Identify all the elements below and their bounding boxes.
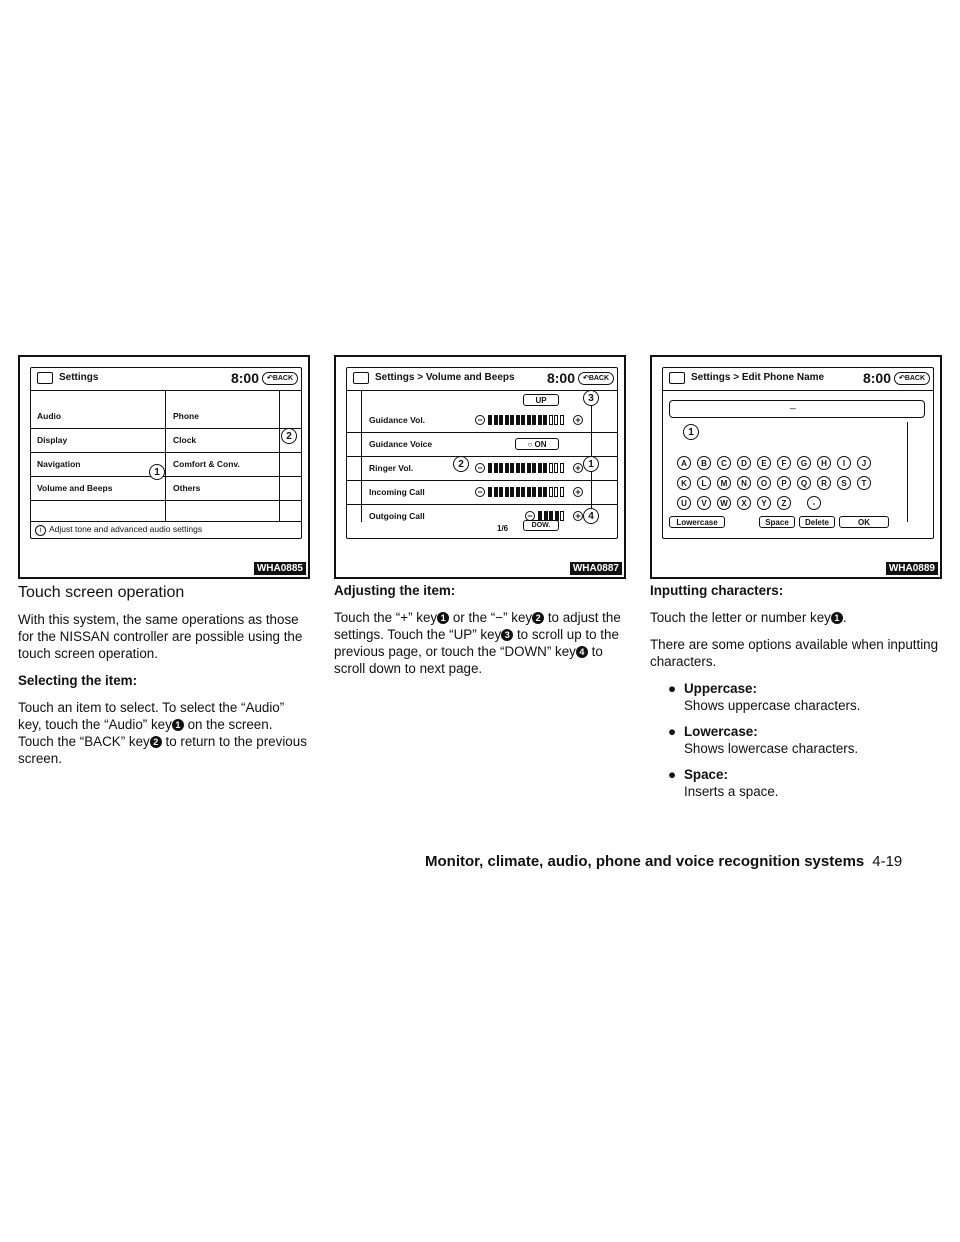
clock: 8:00 (862, 370, 891, 386)
column-divider (165, 390, 166, 522)
figure-code: WHA0885 (254, 562, 306, 575)
key[interactable]: D (737, 456, 751, 470)
menu-icon (353, 372, 369, 384)
settings-screen (30, 367, 302, 539)
key[interactable]: I (837, 456, 851, 470)
item-outgoing-call: Outgoing Call (369, 511, 425, 521)
item-guidance-vol: Guidance Vol. (369, 415, 426, 425)
key[interactable]: C (717, 456, 731, 470)
figure-code: WHA0889 (886, 562, 938, 575)
key[interactable]: Q (797, 476, 811, 490)
intro-paragraph: With this system, the same operations as those for the NISSAN controller are possible using the touch screen operation. (18, 612, 303, 661)
menu-row (31, 476, 301, 501)
menu-item-navigation[interactable]: Navigation (37, 459, 81, 469)
key[interactable]: X (737, 496, 751, 510)
screen-title: Settings (59, 372, 99, 383)
figure-code: WHA0887 (570, 562, 622, 575)
key[interactable]: V (697, 496, 711, 510)
bullet-icon: ● (668, 767, 677, 782)
key[interactable]: B (697, 456, 711, 470)
back-button[interactable]: ↶BACK (578, 372, 614, 385)
page-indicator: 1/6 (497, 524, 509, 533)
minus-icon[interactable]: − (475, 487, 485, 497)
options-list (650, 680, 942, 800)
keyboard-screen (662, 367, 934, 539)
level-bar (488, 463, 565, 473)
key[interactable]: F (777, 456, 791, 470)
heading-inputting: Inputting characters: (650, 583, 784, 598)
setting-row (347, 480, 617, 505)
volume-screen (346, 367, 618, 539)
minus-icon[interactable]: − (475, 463, 485, 473)
menu-item-others[interactable]: Others (173, 483, 201, 493)
callout-1: 1 (583, 456, 599, 472)
menu-item-comfort[interactable]: Comfort & Conv. (173, 459, 240, 469)
down-button[interactable]: DOW. (523, 520, 559, 531)
menu-item-volume-beeps[interactable]: Volume and Beeps (37, 483, 113, 493)
bullet-icon: ● (668, 724, 677, 739)
figure-settings (18, 355, 310, 579)
plus-icon[interactable]: + (573, 415, 583, 425)
level-bar (488, 415, 565, 425)
key[interactable]: H (817, 456, 831, 470)
clock: 8:00 (230, 370, 259, 386)
up-button[interactable]: UP (523, 394, 559, 406)
menu-row (31, 452, 301, 477)
info-icon: i (35, 525, 46, 536)
page-footer (425, 853, 902, 870)
title-bar (347, 368, 617, 391)
key[interactable]: W (717, 496, 731, 510)
setting-row (347, 408, 617, 433)
key[interactable]: R (817, 476, 831, 490)
back-button[interactable]: ↶BACK (262, 372, 298, 385)
callout-2: 2 (453, 456, 469, 472)
heading-selecting: Selecting the item: (18, 673, 138, 688)
menu-item-audio[interactable]: Audio (37, 411, 62, 421)
ref-2-icon: 2 (150, 736, 162, 748)
clock: 8:00 (546, 370, 575, 386)
key[interactable]: Y (757, 496, 771, 510)
key[interactable]: Z (777, 496, 791, 510)
key[interactable]: P (777, 476, 791, 490)
menu-item-display[interactable]: Display (37, 435, 68, 445)
minus-icon[interactable]: − (525, 511, 535, 521)
ref-1-icon: 1 (437, 612, 449, 624)
callout-1: 1 (683, 424, 699, 440)
key[interactable]: E (757, 456, 771, 470)
menu-icon (37, 372, 53, 384)
key[interactable]: A (677, 456, 691, 470)
page-number: 4-19 (872, 853, 903, 870)
heading-adjusting: Adjusting the item: (334, 583, 456, 598)
key[interactable]: U (677, 496, 691, 510)
list-item: ● Lowercase: Shows lowercase characters. (668, 724, 859, 756)
menu-item-phone[interactable]: Phone (173, 411, 199, 421)
footer-title: Monitor, climate, audio, phone and voice recognition systems (425, 853, 865, 870)
ref-3-icon: 3 (501, 629, 513, 641)
screen-title: Settings > Edit Phone Name (691, 372, 825, 383)
list-item: ● Uppercase: Shows uppercase characters. (668, 681, 861, 713)
heading-touch-screen: Touch screen operation (18, 584, 185, 601)
scrollbar-track (279, 390, 280, 522)
level-bar (488, 487, 565, 497)
scrollbar-track (907, 422, 908, 522)
name-input[interactable] (669, 400, 925, 418)
menu-icon (669, 372, 685, 384)
setting-row (347, 432, 617, 457)
scrollbar-left (361, 390, 362, 522)
column-right (650, 580, 942, 809)
plus-icon[interactable]: + (573, 487, 583, 497)
inputting-paragraph: Touch the letter or number key 1 . (650, 610, 847, 625)
ref-1-icon: 1 (831, 612, 843, 624)
plus-icon[interactable]: + (573, 511, 583, 521)
ref-4-icon: 4 (576, 646, 588, 658)
on-toggle[interactable]: ○ ON (515, 438, 559, 450)
selecting-paragraph: Touch an item to select. To select the “Audio” key, touch the “Audio” key 1 on the screen. Touch the “BACK” key 2 to return to the previous screen. (18, 700, 307, 766)
key[interactable]: K (677, 476, 691, 490)
column-middle (334, 580, 626, 687)
bullet-icon: ● (668, 681, 677, 696)
plus-icon[interactable]: + (573, 463, 583, 473)
delete-button[interactable]: Delete (799, 516, 835, 528)
adjusting-paragraph: Touch the “+” key 1 or the “−” key 2 to adjust the settings. Touch the “UP” key 3 to scroll up to the previous page, or touch the “DOWN” key 4 to scroll down to next page. (334, 610, 621, 676)
ref-1-icon: 1 (172, 719, 184, 731)
setting-row (347, 504, 617, 528)
figure-edit-phone-name (650, 355, 942, 579)
lowercase-button[interactable]: Lowercase (669, 516, 725, 528)
item-ringer-vol: Ringer Vol. (369, 463, 414, 473)
key[interactable]: J (857, 456, 871, 470)
figure-volume-beeps (334, 355, 626, 579)
ok-button[interactable]: OK (839, 516, 889, 528)
help-footer: i Adjust tone and advanced audio settings (31, 521, 301, 538)
space-button[interactable]: Space (759, 516, 795, 528)
key[interactable]: M (717, 476, 731, 490)
column-left (18, 580, 310, 777)
text-cursor: _ (790, 399, 796, 410)
key[interactable]: T (857, 476, 871, 490)
callout-4: 4 (583, 508, 599, 524)
key[interactable]: O (757, 476, 771, 490)
minus-icon[interactable]: − (475, 415, 485, 425)
back-button[interactable]: ↶BACK (894, 372, 930, 385)
key[interactable]: N (737, 476, 751, 490)
key[interactable]: S (837, 476, 851, 490)
key-hyphen[interactable]: - (807, 496, 821, 510)
setting-row (347, 456, 617, 481)
title-bar (663, 368, 933, 391)
screen-title: Settings > Volume and Beeps (375, 372, 515, 383)
callout-3: 3 (583, 390, 599, 406)
key[interactable]: G (797, 456, 811, 470)
title-bar (31, 368, 301, 391)
options-paragraph: There are some options available when inputting characters. (650, 637, 939, 669)
item-incoming-call: Incoming Call (369, 487, 425, 497)
menu-item-clock[interactable]: Clock (173, 435, 197, 445)
menu-row (31, 404, 301, 429)
menu-row (31, 428, 301, 453)
callout-2: 2 (281, 428, 297, 444)
callout-1: 1 (149, 464, 165, 480)
list-item: ● Space: Inserts a space. (668, 767, 779, 799)
ref-2-icon: 2 (532, 612, 544, 624)
item-guidance-voice: Guidance Voice (369, 439, 433, 449)
key[interactable]: L (697, 476, 711, 490)
